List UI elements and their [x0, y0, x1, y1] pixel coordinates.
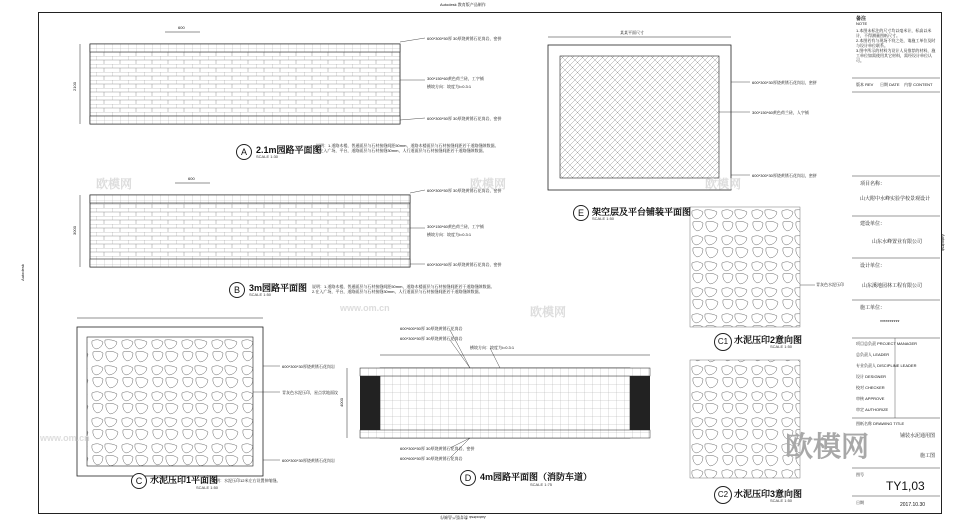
plan-b-note: 说明：1.道路木楼，普通面层与石材接缝间距50mm，道路木楼面层与石材接缝间距若干道路缝隙数据。 2.在入广场，平台，道路面层与石材接缝30mm，人行道面层与石材接缝间距若干道路缝隙数据。 [312, 284, 495, 294]
client-label: 建设单位： [860, 221, 886, 227]
plan-a-marker: A [236, 144, 252, 160]
project-label: 项目名称： [860, 181, 886, 187]
plan-c-title: 水泥压印1平面图 [150, 475, 219, 485]
plan-c1-scale: SCALE 1:50 [770, 344, 793, 349]
plan-c-marker: C [131, 473, 147, 489]
plan-d-title: 4m园路平面图（消防车道） [480, 472, 593, 482]
plan-b-dim-top: 600 [188, 176, 195, 181]
rev-col-1: 版本 REV [856, 82, 874, 87]
plan-a-label-1: 600*300*50厚 30厚烧黄锈石花岗岩，密拼 [427, 36, 502, 41]
role-6: 审核 APPROVE [856, 396, 885, 401]
watermark-url-2: www.om.cn [40, 433, 90, 443]
role-2: 总负责人 LEADER [856, 352, 890, 357]
plan-e-label-1: 600*300*30厚烧黄锈石花岗岩，密拼 [752, 80, 817, 85]
plan-c-note: 说明：水泥压印12米左右设置伸缩缝。 [212, 478, 281, 483]
client-name: 山东水峰置业有限公司 [872, 239, 923, 245]
plan-b-label-2: 300*150*60黄色荷兰砖，工字铺 [427, 224, 484, 229]
plan-c2-marker: C2 [714, 486, 732, 504]
drawing-title: 铺装水泥通用图 [900, 433, 936, 439]
drawing-date: 2017.10.30 [900, 502, 926, 508]
phase: 施工图 [920, 453, 936, 459]
watermark-url-1: www.om.cn [340, 303, 390, 313]
plan-e-label-3: 600*300*30厚烧黄锈石花岗岩，密拼 [752, 173, 817, 178]
plan-d-dim-left: 4000 [338, 398, 344, 407]
plan-e-marker: E [573, 205, 589, 221]
plan-c-label-3: 600*300*30厚烧黄锈石花岗岩 [282, 458, 335, 463]
role-5: 校对 CHECKER [856, 385, 885, 390]
plan-c2-scale: SCALE 1:50 [770, 498, 793, 503]
plan-a-dim-left: 2100 [71, 82, 77, 91]
notes-title: 备注 [856, 16, 867, 22]
plan-d-marker: D [460, 470, 476, 486]
notes-body: 1.本图未标注的尺寸均以毫米计，标高以米计，不得测量图纸尺寸。 2.本图若有与现场不符之处，请施工单位及时与设计单位联系。 3.图中所示的材料为设计人员推荐的材料，施工单位如需使用其它材料，需经设计单位认可。 [856, 28, 936, 63]
plan-e-label-2: 300*150*60黄色荷兰砖，人字铺 [752, 110, 809, 115]
plan-e-scale: SCALE 1:50 [592, 216, 615, 221]
rev-col-2: 日期 DATE [880, 82, 900, 87]
plan-e-title: 架空层及平台铺装平面图 [592, 207, 692, 217]
plan-b-marker: B [229, 282, 245, 298]
plan-a-dim-top: 600 [178, 25, 185, 30]
plan-b-dim-left: 3000 [71, 226, 77, 235]
plan-c-scale: SCALE 1:50 [196, 485, 219, 490]
drawing-title-label: 图纸名称 DRAWING TITLE [856, 421, 905, 426]
sheet-number: TY1,03 [886, 479, 925, 493]
plan-c2-title: 水泥压印3意向图 [734, 489, 803, 499]
side-brand-right: Autodesk [940, 234, 946, 251]
plan-a-label-2: 300*150*60黄色荷兰砖，工字铺 [427, 76, 484, 81]
plan-a-label-4: 600*300*50厚 30厚烧黄锈石花岗岩，密拼 [427, 116, 502, 121]
plan-b-label-1: 600*300*50厚 30厚烧黄锈石花岗岩，密拼 [427, 188, 502, 193]
plan-d-label-4: 600*300*50厚 30厚烧黄锈石花岗岩，密拼 [400, 446, 475, 451]
rev-col-3: 内容 CONTENT [904, 82, 933, 87]
watermark-3: 欧模网 [705, 177, 742, 191]
side-brand-left: Autodesk [19, 264, 25, 281]
plan-c-label-1: 600*300*30厚烧黄锈石花岗岩 [282, 364, 335, 369]
plan-d-label-1: 600*600*50厚 30厚烧黄锈石花岗岩 [400, 326, 463, 331]
watermark-1: 欧模网 [96, 177, 133, 191]
plan-b-label-4: 600*300*50厚 30厚烧黄锈石花岗岩，密拼 [427, 262, 502, 267]
plan-c-label-2: 青灰色水泥压印，星点状地面纹 [282, 390, 338, 395]
plan-d-label-2: 600*300*50厚 30厚烧黄锈石花岗岩 [400, 336, 463, 341]
builder-name: ********** [880, 320, 900, 326]
plan-c1-title: 水泥压印2意向图 [734, 335, 803, 345]
plan-d-label-5: 600*600*50厚 30厚烧黄锈石花岗岩 [400, 456, 463, 461]
project-name: 山大附中水峰实验学校景观设计 [860, 196, 931, 202]
plan-b-label-3: 横坡方向：坡度为i=0.3:1 [427, 232, 472, 237]
role-7: 审定 AUTHORIZE [856, 407, 889, 412]
role-1: 项目总负责 PROJECT MANAGER [856, 341, 918, 346]
plan-a-scale: SCALE 1:30 [256, 154, 279, 159]
plan-a-label-3: 横坡方向：坡度为i=0.3:1 [427, 84, 472, 89]
bottom-brand: Autodesk 教育版产品制作 [440, 515, 486, 520]
notes-sub: NOTE [856, 21, 868, 26]
role-3: 专业负责人 DISCIPLINE LEADER [856, 363, 917, 368]
date-label: 日期 [856, 500, 864, 505]
plan-a-note: 说明：1.道路木楼，普通面层与石材接缝间距50mm，道路木楼面层与石材接缝间距若干道路缝隙数据。 2.在入广场，平台，道路面层与石材接缝30mm，人行道面层与石材接缝间距若干道路缝隙数据。 [316, 143, 499, 153]
top-brand: Autodesk 教育版产品制作 [440, 2, 486, 7]
sheet-label: 图号 [856, 472, 864, 477]
plan-d-scale: SCALE 1:75 [530, 482, 553, 487]
watermark-2: 欧模网 [470, 177, 507, 191]
plan-c1-marker: C1 [714, 333, 732, 351]
watermark-4: 欧模网 [530, 305, 567, 319]
plan-e-dim-top: 某某平面尺寸 [620, 30, 644, 35]
plan-b-scale: SCALE 1:50 [249, 292, 272, 297]
builder-label: 施工单位： [860, 305, 886, 311]
plan-a-title: 2.1m园路平面图 [256, 145, 322, 155]
plan-d-label-3: 横坡方向：坡度为i=0.3:1 [470, 345, 515, 350]
watermark-logo: 欧模网 [785, 431, 870, 462]
plan-b-title: 3m园路平面图 [249, 283, 308, 293]
designer-label: 设计单位： [860, 263, 886, 269]
plan-c1-label: 青灰色水泥压印 [816, 282, 844, 287]
designer-name: 山东溪地园林工程有限公司 [862, 283, 923, 289]
role-4: 设计 DESIGNER [856, 374, 887, 379]
